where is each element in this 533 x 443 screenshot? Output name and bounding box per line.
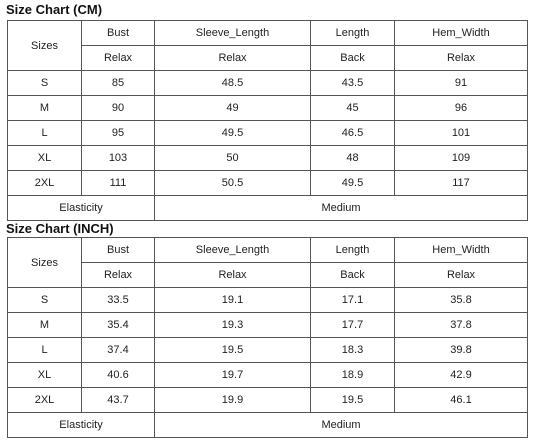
table-cell: 19.5	[155, 338, 311, 363]
table-cell: 45	[311, 96, 395, 121]
table-cell: 48.5	[155, 71, 311, 96]
size-label-cell: 2XL	[8, 171, 82, 196]
size-label-cell: L	[8, 121, 82, 146]
header-row	[8, 238, 528, 263]
column-header-cell: Sleeve_Length	[155, 238, 311, 263]
column-subheader-cell: Back	[311, 263, 395, 288]
table-row	[8, 96, 528, 121]
table-cell: 18.3	[311, 338, 395, 363]
table-cell: 46.1	[395, 388, 528, 413]
table-cell: 109	[395, 146, 528, 171]
table-cell: 19.1	[155, 288, 311, 313]
table-row	[8, 388, 528, 413]
table-cell: 42.9	[395, 363, 528, 388]
column-header-cell: Hem_Width	[395, 21, 528, 46]
table-cell: 37.8	[395, 313, 528, 338]
table-cell: 46.5	[311, 121, 395, 146]
table-row	[8, 313, 528, 338]
column-header-cell: Hem_Width	[395, 238, 528, 263]
table-cell: 43.5	[311, 71, 395, 96]
table-row	[8, 146, 528, 171]
table-cell: 35.8	[395, 288, 528, 313]
column-header-cell: Length	[311, 238, 395, 263]
sizes-header-cell: Sizes	[8, 21, 82, 71]
elasticity-value-cell: Medium	[155, 196, 528, 221]
table-cell: 19.5	[311, 388, 395, 413]
column-subheader-cell: Relax	[395, 263, 528, 288]
column-subheader-cell: Relax	[155, 46, 311, 71]
table-cell: 37.4	[82, 338, 155, 363]
size-label-cell: XL	[8, 363, 82, 388]
elasticity-label-cell: Elasticity	[8, 196, 155, 221]
table-cell: 95	[82, 121, 155, 146]
column-subheader-cell: Relax	[155, 263, 311, 288]
table-cell: 96	[395, 96, 528, 121]
size-chart-inch-title: Size Chart (INCH)	[6, 221, 114, 236]
table-cell: 48	[311, 146, 395, 171]
column-header-cell: Length	[311, 21, 395, 46]
table-cell: 91	[395, 71, 528, 96]
size-label-cell: M	[8, 96, 82, 121]
table-cell: 117	[395, 171, 528, 196]
table-cell: 19.9	[155, 388, 311, 413]
column-subheader-cell: Relax	[82, 46, 155, 71]
table-cell: 90	[82, 96, 155, 121]
table-cell: 17.1	[311, 288, 395, 313]
table-cell: 18.9	[311, 363, 395, 388]
elasticity-label-cell: Elasticity	[8, 413, 155, 438]
column-subheader-cell: Relax	[395, 46, 528, 71]
table-cell: 50.5	[155, 171, 311, 196]
table-row	[8, 288, 528, 313]
table-cell: 50	[155, 146, 311, 171]
size-label-cell: S	[8, 288, 82, 313]
elasticity-row	[8, 413, 528, 438]
column-header-cell: Bust	[82, 21, 155, 46]
header-row	[8, 21, 528, 46]
table-row	[8, 338, 528, 363]
subheader-row	[8, 46, 528, 71]
table-cell: 43.7	[82, 388, 155, 413]
column-subheader-cell: Back	[311, 46, 395, 71]
size-chart-cm-table	[7, 20, 528, 221]
table-cell: 39.8	[395, 338, 528, 363]
table-row	[8, 71, 528, 96]
table-cell: 33.5	[82, 288, 155, 313]
column-subheader-cell: Relax	[82, 263, 155, 288]
table-cell: 19.3	[155, 313, 311, 338]
subheader-row	[8, 263, 528, 288]
column-header-cell: Sleeve_Length	[155, 21, 311, 46]
size-label-cell: M	[8, 313, 82, 338]
column-header-cell: Bust	[82, 238, 155, 263]
size-label-cell: XL	[8, 146, 82, 171]
table-cell: 40.6	[82, 363, 155, 388]
table-cell: 19.7	[155, 363, 311, 388]
table-cell: 35.4	[82, 313, 155, 338]
size-chart-cm-title: Size Chart (CM)	[6, 2, 103, 17]
elasticity-row	[8, 196, 528, 221]
table-cell: 49	[155, 96, 311, 121]
table-cell: 111	[82, 171, 155, 196]
size-chart-inch-table	[7, 237, 528, 438]
table-cell: 103	[82, 146, 155, 171]
table-row	[8, 121, 528, 146]
sizes-header-cell: Sizes	[8, 238, 82, 288]
table-cell: 49.5	[155, 121, 311, 146]
table-cell: 85	[82, 71, 155, 96]
size-label-cell: L	[8, 338, 82, 363]
size-label-cell: 2XL	[8, 388, 82, 413]
table-cell: 17.7	[311, 313, 395, 338]
table-row	[8, 363, 528, 388]
elasticity-value-cell: Medium	[155, 413, 528, 438]
table-cell: 101	[395, 121, 528, 146]
size-label-cell: S	[8, 71, 82, 96]
table-cell: 49.5	[311, 171, 395, 196]
table-row	[8, 171, 528, 196]
